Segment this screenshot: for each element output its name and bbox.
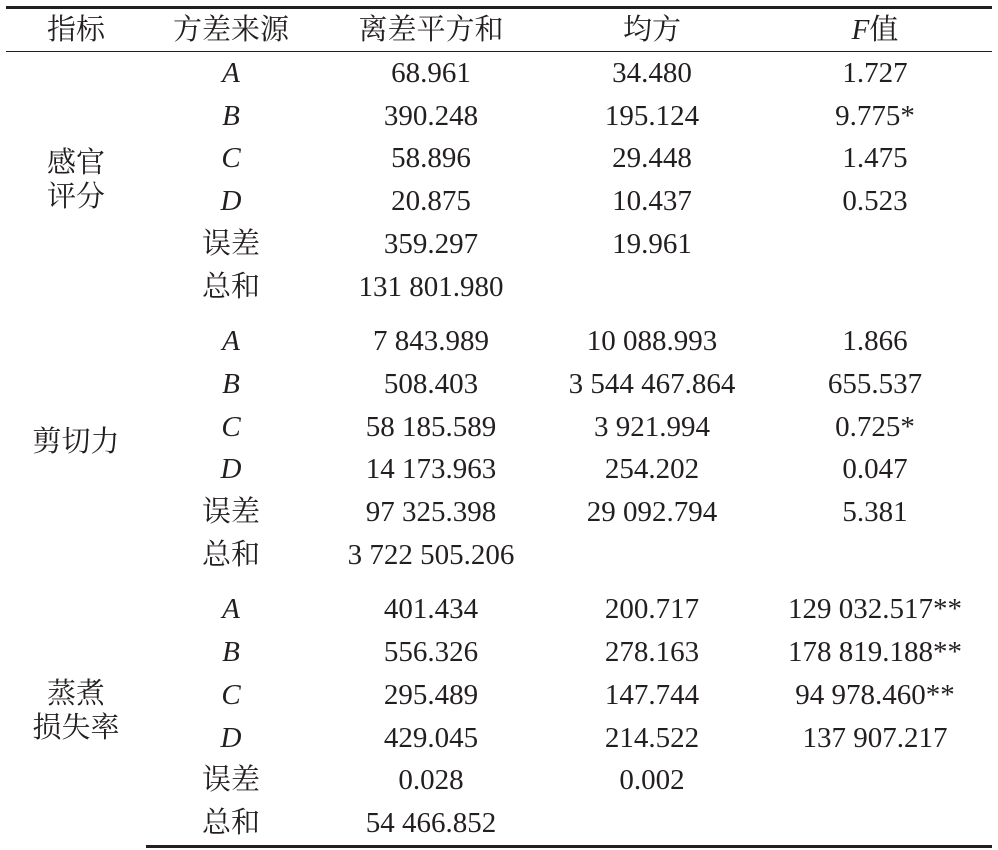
table-row: [6, 406, 992, 449]
sum-of-squares-cell: 359.297: [383, 227, 479, 260]
variance-source-cell: B: [222, 367, 240, 400]
variance-source-cell: 误差: [201, 496, 260, 529]
f-value-cell: [758, 802, 992, 846]
header-f-letter: F: [851, 14, 870, 46]
table-body: [6, 52, 992, 847]
f-value-cell: 9.775*: [835, 99, 915, 132]
mean-square-cell: 0.002: [619, 764, 685, 797]
header-f-suffix: 值: [869, 14, 899, 46]
variance-source-cell: 总和: [146, 802, 316, 846]
f-value-cell: 0.047: [842, 453, 908, 486]
anova-table: [6, 6, 992, 848]
sum-of-squares-cell: 14 173.963: [365, 453, 497, 486]
sum-of-squares-cell: 3 722 505.206: [347, 538, 515, 571]
table-row: [6, 266, 992, 309]
variance-source-cell: C: [221, 142, 241, 175]
indicator-cell: [6, 576, 146, 846]
indicator-label-line: 剪切力: [32, 426, 120, 459]
mean-square-cell: 34.480: [612, 57, 692, 89]
f-value-cell: [758, 759, 992, 802]
table-row: [6, 52, 992, 95]
variance-source-cell: A: [222, 57, 240, 89]
indicator-label-line: 评分: [46, 181, 105, 214]
mean-square-cell: [546, 802, 758, 846]
table-row: [6, 534, 992, 577]
indicator-label-line: 蒸煮: [46, 678, 105, 711]
sum-of-squares-cell: 131 801.980: [358, 270, 504, 303]
mean-square-cell: 29 092.794: [586, 496, 718, 529]
table-row: [6, 95, 992, 138]
variance-source-cell: C: [221, 410, 241, 443]
indicator-label-line: 感官: [46, 147, 105, 180]
header-row: [6, 8, 992, 52]
variance-source-cell: B: [222, 636, 240, 669]
sum-of-squares-cell: 58.896: [391, 142, 471, 175]
table-row: [6, 717, 992, 760]
sum-of-squares-cell: 54 466.852: [316, 802, 546, 846]
sum-of-squares-cell: 401.434: [383, 593, 479, 626]
sum-of-squares-cell: 390.248: [383, 99, 479, 132]
sum-of-squares-cell: 429.045: [383, 721, 479, 754]
table-row: [6, 363, 992, 406]
table-row: [6, 576, 992, 631]
mean-square-cell: [546, 266, 758, 309]
variance-source-cell: 误差: [201, 764, 260, 797]
header-mean-square: 均方: [546, 8, 758, 52]
f-value-cell: 1.727: [842, 57, 908, 89]
variance-source-cell: D: [220, 185, 242, 218]
mean-square-cell: 3 921.994: [594, 410, 710, 443]
mean-square-cell: 200.717: [604, 593, 700, 626]
table-row: [6, 180, 992, 223]
mean-square-cell: 19.961: [612, 227, 692, 260]
f-value-cell: 0.523: [842, 185, 908, 218]
mean-square-cell: 10 088.993: [586, 325, 718, 358]
sum-of-squares-cell: 97 325.398: [365, 496, 497, 529]
variance-source-cell: A: [222, 593, 240, 626]
f-value-cell: [758, 266, 992, 309]
variance-source-cell: C: [221, 678, 241, 711]
table-row: [6, 137, 992, 180]
mean-square-cell: 195.124: [604, 99, 700, 132]
header-sum-of-squares: 离差平方和: [316, 8, 546, 52]
sum-of-squares-cell: 7 843.989: [373, 325, 489, 358]
f-value-cell: 0.725*: [835, 410, 915, 443]
variance-source-cell: B: [222, 99, 240, 132]
header-f-value: [758, 8, 992, 52]
table-row: [6, 308, 992, 363]
sum-of-squares-cell: 68.961: [391, 57, 471, 89]
f-value-cell: 137 907.217: [802, 721, 948, 754]
variance-source-cell: 总和: [201, 538, 260, 571]
variance-source-cell: D: [220, 453, 242, 486]
mean-square-cell: 147.744: [604, 678, 700, 711]
header-variance-source: 方差来源: [146, 8, 316, 52]
f-value-cell: 129 032.517**: [788, 593, 962, 626]
mean-square-cell: [546, 534, 758, 577]
f-value-cell: 178 819.188**: [788, 636, 962, 669]
table-row: [6, 491, 992, 534]
sum-of-squares-cell: 0.028: [398, 764, 464, 797]
sum-of-squares-cell: 20.875: [391, 185, 471, 218]
f-value-cell: 655.537: [827, 367, 923, 400]
indicator-cell: [6, 308, 146, 576]
sum-of-squares-cell: 556.326: [383, 636, 479, 669]
mean-square-cell: 3 544 467.864: [568, 367, 736, 400]
indicator-label-line: 损失率: [32, 712, 120, 745]
table-row: [6, 631, 992, 674]
table-row: [6, 674, 992, 717]
variance-source-cell: D: [220, 721, 242, 754]
mean-square-cell: 254.202: [604, 453, 700, 486]
mean-square-cell: 278.163: [604, 636, 700, 669]
f-value-cell: 5.381: [842, 496, 908, 529]
table-row: [6, 802, 992, 846]
variance-source-cell: 总和: [201, 270, 260, 303]
sum-of-squares-cell: 508.403: [383, 367, 479, 400]
f-value-cell: 94 978.460**: [795, 678, 955, 711]
sum-of-squares-cell: 295.489: [383, 678, 479, 711]
f-value-cell: 1.475: [842, 142, 908, 175]
header-indicator: 指标: [6, 8, 146, 52]
table-row: [6, 759, 992, 802]
f-value-cell: [758, 534, 992, 577]
sum-of-squares-cell: 58 185.589: [365, 410, 497, 443]
mean-square-cell: 29.448: [612, 142, 692, 175]
table-header: [6, 8, 992, 52]
table-row: [6, 448, 992, 491]
table-row: [6, 223, 992, 266]
variance-source-cell: 误差: [201, 227, 260, 260]
mean-square-cell: 10.437: [612, 185, 692, 218]
variance-source-cell: A: [222, 325, 240, 358]
indicator-cell: [6, 52, 146, 309]
mean-square-cell: 214.522: [604, 721, 700, 754]
f-value-cell: [758, 223, 992, 266]
f-value-cell: 1.866: [842, 325, 908, 358]
